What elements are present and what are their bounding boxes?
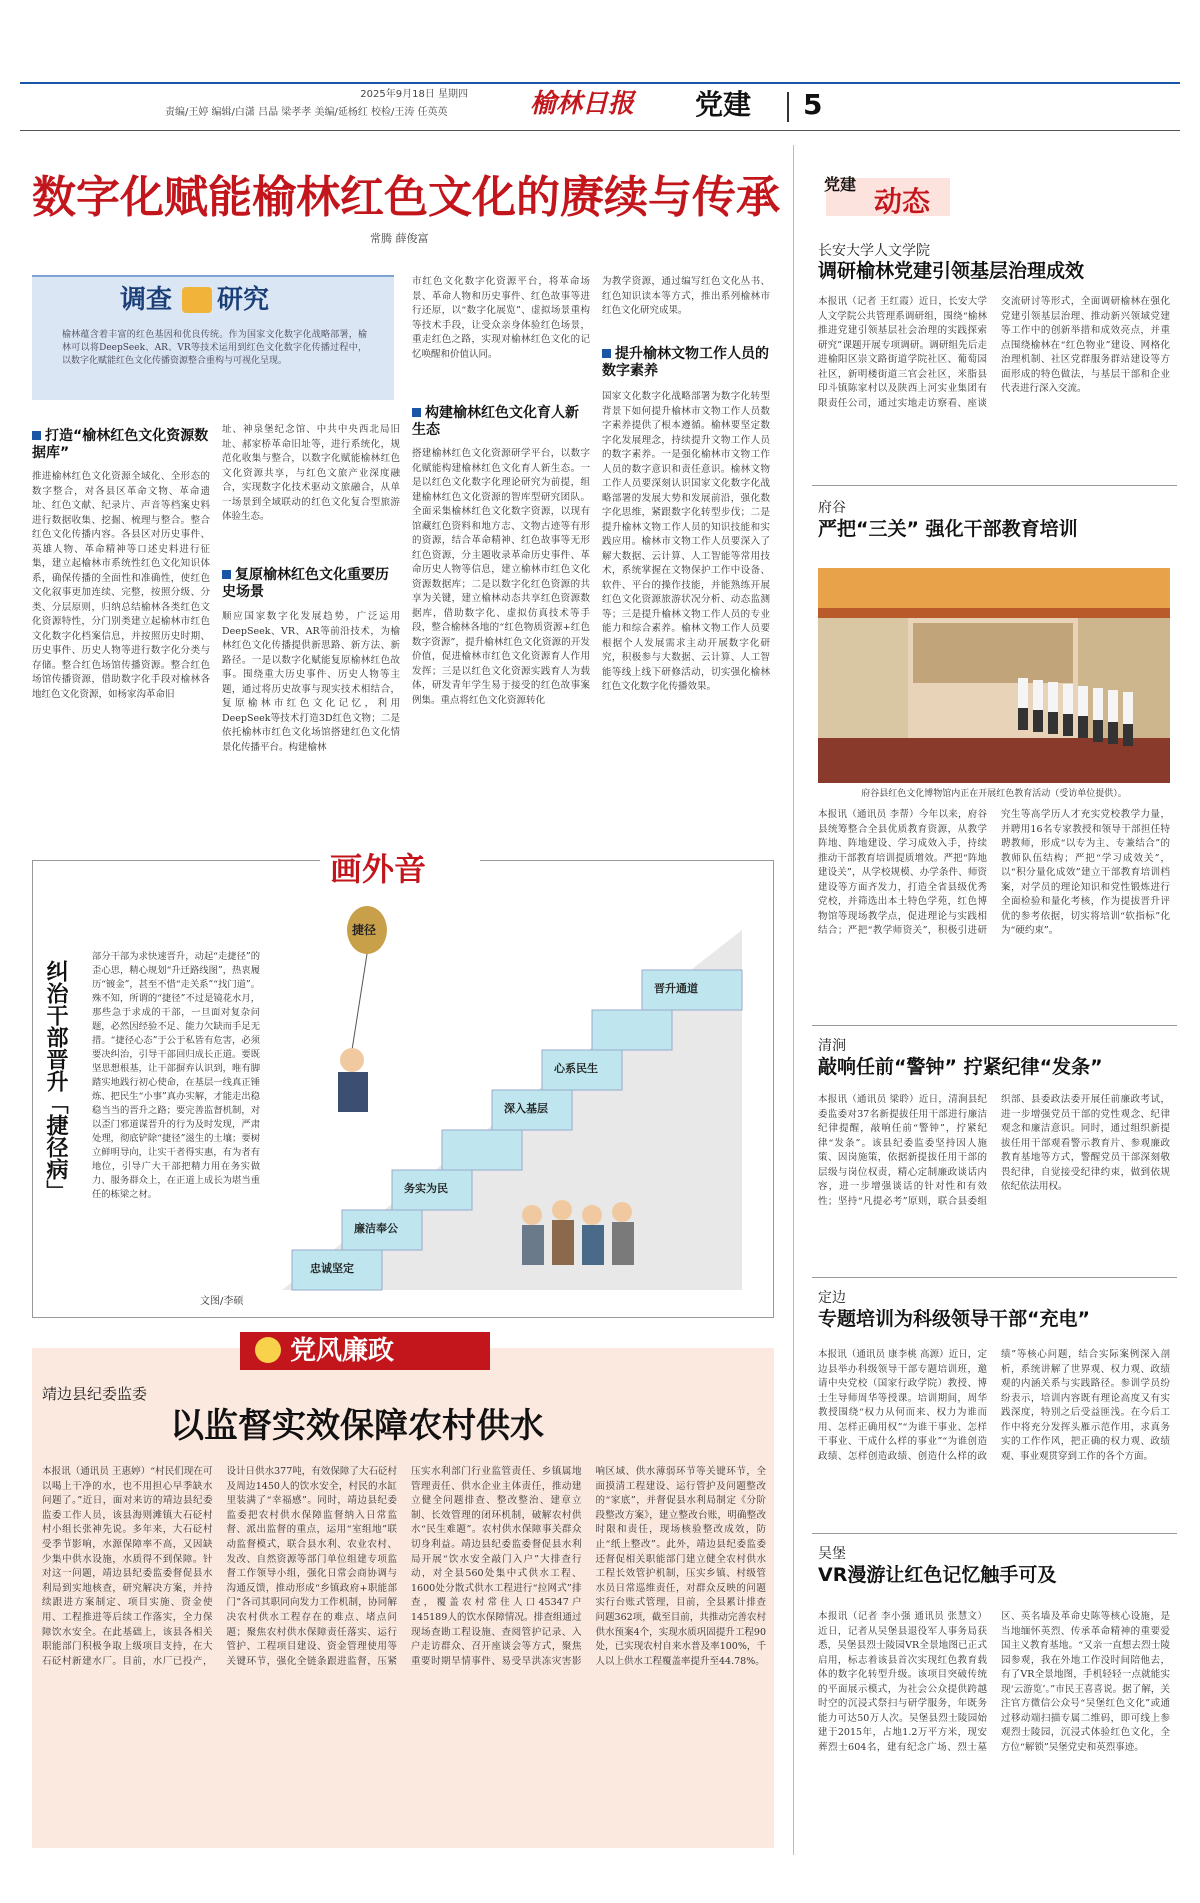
news-place: 长安大学人文学院 xyxy=(818,243,930,259)
section-body-4: 国家文化数字化战略部署为数字化转型背景下如何提升榆林市文物工作人员数字素养提供了根本遵循。榆林要坚定数字化发展理念，持续提升文物工作人员的数字素养。一是强化榆林市文物工作人员的数字意识和责任意识。榆林文物工作人员要深刻认识国家文化数字化战略部署的发展大势和发展前沿，强化数字化思维，紧跟数字化转型步伐；二是提升榆林文物工作人员的知识技能和实践应用。榆林市文物工作人员要深入了解大数据、云计算、人工智能等常用技术，系统掌握在文物保护工作中设备、软件、平台的操作技能，并能熟练开展红色文化资源旅游状况分析、动态监测等；三是提升榆林文物工作人员的专业能力和综合素养。榆林文物工作人员要根据个人发展需求主动开展数字化研究，积极参与大数据、云计算、人工智能等线上线下研修活动，切实强化榆林红色文化数字化传播效果。 xyxy=(602,391,770,692)
section-heading-3: 构建榆林红色文化育人新生态 xyxy=(412,405,579,438)
cartoon-illustration xyxy=(272,900,762,1310)
masthead-bottom-rule xyxy=(20,130,1180,131)
main-byline: 常腾 薛俊富 xyxy=(370,232,429,245)
stair-label: 忠诚坚定 xyxy=(310,1262,354,1275)
intro-paragraph: 榆林蕴含着丰富的红色基因和优良传统。作为国家文化数字化战略部署，榆林可以将DeepSeek、AR、VR等技术运用到红色文化数字化传播过程中，以数字化赋能红色文化传播资源整合重构与可视化呈现。 xyxy=(62,330,367,366)
stair-label: 深入基层 xyxy=(504,1102,548,1115)
section-body-2-cont: 市红色文化数字化资源平台，将革命场景、革命人物和历史事件、红色故事等进行还原，以“数字化展览”、虚拟场景重构等技术手段，让受众亲身体验红色场景，重走红色之路，实现对榆林红色文化的记忆唤醒和价值认同。 xyxy=(412,276,590,360)
balloon-label: 捷径 xyxy=(352,923,377,937)
dynamics-label-b: 动态 xyxy=(874,185,931,218)
cartoon-column-text: 部分干部为求快速晋升，动起“走捷径”的歪心思，精心规划“升迁路线图”，热衷履历“镀金”，甚至不惜“走关系”“找门道”。殊不知，所谓的“捷径”不过是镜花水月，那些急于求成的干部，一旦面对复杂问题，必然因经验不足、能力欠缺而手足无措。“捷径心态”于公于私皆有危害，必须要决纠治，引导干部回归成长正道。要既坚思想根基，让干部摒弃认识到，唯有脚踏实地践行初心使命，在基层一线真正锤炼、把民生“小事”真办实解，才能走出稳稳当当的晋升之路；要完善监督机制，对以歪门邪道谋晋升的行为及时发现，严肃处理，彻底铲除“捷径”滋生的土壤；要树立鲜明导向，让实干者得实惠，有为者有地位，引导广大干部把精力用在务实做力、服务群众上，在正道上成长为堪当重任的栋梁之材。 xyxy=(92,951,260,1200)
news-headline: 专题培训为科级领导干部“充电” xyxy=(818,1308,1090,1330)
integrity-headline: 以监督实效保障农村供水 xyxy=(170,1406,544,1446)
news-place: 吴堡 xyxy=(818,1546,846,1562)
section-body-3-cont: 为教学资源，通过编写红色文化丛书、红色知识读本等方式，推出系列榆林市红色文化研究成果。 xyxy=(602,276,770,316)
news-place: 府谷 xyxy=(818,500,846,516)
research-label-b: 研究 xyxy=(217,285,270,315)
news-body: 本报讯（通讯员 梁聆）近日，清涧县纪委监委对37名新提拔任用干部进行廉洁纪律提醒，敲响任前“警钟”，拧紧纪律“发条”。该县纪委监委坚持因人施策、因岗施策，依据新提拔任用干部的层级与岗位权责，精心定制廉政谈话内容，进一步增强谈话的针对性和有效性；坚持“凡提必考”原则，联合县委组织部、县委政法委开展任前廉政考试，进一步增强党员干部的党性观念、纪律观念和廉洁意识。同时，通过组织新提拔任用干部观看警示教育片、参观廉政教育基地等方式，警醒党员干部深刻敬畏纪律，自觉接受纪律约束，做到依规依纪依法用权。 xyxy=(818,1094,1170,1207)
page-number: 5 xyxy=(803,88,823,121)
photo-caption: 府谷县红色文化博物馆内正在开展红色教育活动（受访单位提供）。 xyxy=(861,789,1127,799)
integrity-label: 党风廉政 xyxy=(290,1336,395,1366)
bullet-square-icon xyxy=(32,431,41,440)
section-body-3: 搭建榆林红色文化资源研学平台，以数字化赋能构建榆林红色文化育人新生态。一是以红色文化数字化理论研究为前提，组建榆林红色文化资源的智库型研究团队。全面采集榆林红色文化数字资源，以现有馆藏红色资料和地方志、文物古迹等有形的资源，结合革命精神、红色故事等无形红色资源，分主题收录革命历史事件、革命历史人物等信息，建立榆林市红色文化资源数据库；二是以数字化红色资源的共享为关键，建立榆林动态共享红色资源数据库，借助数字化、虚拟仿真技术等手段，整合榆林各地的“红色物质资源+红色数字资源”，提升榆林红色文化资源的开发价值，促进榆林市红色文化资源育人作用发挥；三是以红色文化资源实践育人为载体，研发青年学生易于接受的红色故事案例集。重点将红色文化资源转化 xyxy=(412,448,590,706)
integrity-place: 靖边县纪委监委 xyxy=(42,1385,148,1403)
bullet-square-icon xyxy=(602,349,611,358)
news-body: 本报讯（通讯员 李帮）今年以来，府谷县统筹整合全县优质教育资源，从教学阵地、阵地建设、学习成效入手，持续推动干部教育培训提质增效。严把“阵地建设关”，从学校规模、办学条件、师资建设等方面齐发力，打造全省县级优秀党校，并筛选出本土特色学苑，红色博物馆等现场教学点，促进理论与实践相结合；严把“教学师资关”，积极引进研究生等高学历人才充实党校教学力量，并聘用16名专家教授和领导干部担任特聘教师，形成“以专为主、专兼结合”的教师队伍结构；严把“学习成效关”，以“积分量化成效”建立干部教育培训档案，对学员的理论知识和党性锻炼进行全面检验和量化考核，作为提拔晋升评优的参考依据，切实将培训“软指标”化为“硬约束”。 xyxy=(818,809,1170,936)
news-headline: 严把“三关” 强化干部教育培训 xyxy=(818,518,1078,540)
integrity-body: 本报讯（通讯员 王惠婷）“村民们现在可以喝上干净的水，也不用担心早季缺水问题了。”近日，面对来访的靖边县纪委监委工作人员，该县海则滩镇大石砭村村小组长张神先说。多年来，大石砭村受季节影响，水源保障率不高，又因缺少集中供水设施，水质得不到保障。针对这一问题，靖边县纪委监委督促县水利局到实地核查，研究解决方案，并持续跟进方案制定、项目实施、资金使用、工程推进等后续工作落实，全力保障饮水安全。在此基础上，该县各相关职能部门积极争取上级项目支持，在大石砭村新建水厂。目前，水厂已投产，设计日供水377吨，有效保障了大石砭村及周边1450人的饮水安全，村民的水缸里装满了“幸福感”。同时，靖边县纪委监委把农村供水保障监督纳入日常监督、派出监督的重点，运用“室组地”联动监督模式，联合县水利、农业农村、发改、自然资源等部门单位组建专项监督工作领导小组，强化日常会商协调与沟通反馈，推动形成“乡镇政府+职能部门”各司其职同向发力工作机制，协同解决农村供水工程存在的难点、堵点问题；聚焦农村供水保障责任落实、运行管护、工程项目建设、资金管理使用等关键环节，强化全链条跟进监督，压紧压实水利部门行业监管责任、乡镇属地管理责任、供水企业主体责任，推动建立健全问题排查、整改整治、建章立制、长效管理的闭环机制，破解农村供水“民生难题”。农村供水保障事关群众切身利益。靖边县纪委监委督促县水利局开展“饮水安全敲门入户”大排查行动，对全县560处集中式供水工程、1600处分散式供水工程进行“拉网式”排查，覆盖农村常住人口45347户145189人的饮水保障情况。排查组通过现场查勘工程设施、查阅管护记录、入户走访群众、召开座谈会等方式，聚焦重要时期旱情事件、易受旱洪冻灾害影响区域、供水薄弱环节等关键环节，全面摸清工程建设、运行管护及问题整改的“家底”，并督促县水利局制定《分阶段整改方案》，建立整改台账，明确整改时限和责任，现场核验整改成效，防止“纸上整改”。此外，靖边县纪委监委还督促相关职能部门建立健全农村供水工程长效管护机制，压实乡镇、村级管水员日常巡维责任，对群众反映的问题实行台账式管理，目前，全县累计排查问题362项，截至目前，共推动完善农村供水预案4个，实现水质巩固提升工程90处，已实现农村自来水普及率100%，千人以上供水工程覆盖率提升至44.78%。 xyxy=(42,1466,766,1667)
balloon-string xyxy=(352,954,367,1050)
news-body: 本报讯（记者 李小强 通讯员 张慧文）近日，记者从吴堡县退役军人事务局获悉，吴堡县烈士陵园VR全景地图已正式启用，标志着该县首次实现红色教育载体的数字化转型升级。该项目突破传统的平面展示模式，为社会公众提供跨越时空的沉浸式祭扫与研学服务，年既务能力可达50万人次。吴堡县烈士陵园始建于2015年，占地1.2万平方米，现安葬烈士604名，建有纪念广场、烈士墓区、英名墙及革命史陈等核心设施，是当地缅怀英烈、传承革命精神的重要爱国主义教育基地。“又亲一直想去烈士陵园参观，我在外地工作没时间陪他去，有了VR全景地图，手机轻轻一点就能实现‘云游览’。”市民王喜喜说。据了解，关注官方微信公众号“吴堡红色文化”或通过移动端扫描专属二维码，即可线上参观烈士陵园，沉浸式体验红色文化，全方位“解锁”吴堡党史和英烈事迹。 xyxy=(818,1611,1170,1753)
main-headline: 数字化赋能榆林红色文化的赓续与传承 xyxy=(32,172,780,223)
paper-logo: 榆林日报 xyxy=(530,89,635,119)
news-separator xyxy=(812,1533,1177,1534)
news-separator xyxy=(812,1025,1177,1026)
magnifier-icon xyxy=(182,287,212,313)
news-photo xyxy=(818,568,1170,783)
news-headline: VR漫游让红色记忆触手可及 xyxy=(818,1564,1057,1586)
section-body-1: 推进榆林红色文化资源全域化、全形态的数字整合，对各县区革命文物、革命遗址、红色文献、纪录片、声音等档案史料进行数据收集、挖掘、梳理与整合。整合红色文化传播内容。各县区对历史事件、英雄人物、革命精神等口述史料进行征集，建立起榆林市系统性红色文化知识体系，确保传播的全面性和准确性，使红色文化叙事更加连续、完整，按照分级、分类、分层原则，归纳总结榆林各类红色文化资源特性，分门别类建立起榆林市红色文化数字化档案信息，并按照历史时期、历史事件、历史人物等进行数字化分类与存储。整合红色场馆传播资源。整合红色场馆传播资源，借助数字化手段对榆林各地红色文化资源，如杨家沟革命旧 xyxy=(32,471,210,700)
news-body: 本报讯（记者 王红霞）近日，长安大学人文学院公共管理系调研组，围绕“榆林推进党建引领基层社会治理的实践探索研究”课题开展专项调研。调研组先后走进榆阳区崇文路街道学院社区、葡萄园社区，新明楼街道三官会社区，米脂县印斗镇陈家村以及陕西上河实业集团有限责任公司，通过实地走访察看、座谈交流研讨等形式，全面调研榆林在强化党建引领基层治理、推动新兴领域党建等工作中的创新举措和成效亮点，并重点围绕榆林在“红色物业”建设、网格化治理机制、社区党群服务群站建设等方面形成的特色做法，与基层干部和企业代表进行深入交流。 xyxy=(818,296,1170,409)
cartoon-column-title: 纠治干部晋升「捷径病」 xyxy=(43,960,68,1202)
bullet-square-icon xyxy=(222,570,231,579)
news-headline: 敲响任前“警钟” 拧紧纪律“发条” xyxy=(818,1056,1103,1078)
stair-label: 晋升通道 xyxy=(654,982,698,995)
masthead-divider xyxy=(787,92,789,122)
news-separator xyxy=(812,1277,1177,1278)
research-intro-box xyxy=(32,275,394,400)
news-separator xyxy=(812,485,1177,486)
cartoon-author: 文图/李硕 xyxy=(200,1296,244,1307)
official-figure-body xyxy=(338,1072,368,1112)
section-heading-4: 提升榆林文物工作人员的数字素养 xyxy=(602,346,769,379)
cartoon-column-label: 画外音 xyxy=(330,850,427,888)
section-heading-1: 打造“榆林红色文化资源数据库” xyxy=(32,428,209,461)
official-figure-head xyxy=(340,1048,364,1072)
research-label-a: 调查 xyxy=(120,285,173,315)
top-rule xyxy=(20,82,1180,84)
editor-credits: 责编/王婷 编辑/白潇 吕晶 梁孝孝 美编/延杨红 校检/王涛 任英英 xyxy=(165,107,448,118)
stair-label: 务实为民 xyxy=(404,1182,448,1195)
section-name: 党建 xyxy=(695,88,752,121)
news-place: 清涧 xyxy=(818,1038,846,1054)
section-body-2: 顺应国家数字化发展趋势，广泛运用DeepSeek、VR、AR等前沿技术，为榆林红色文化传播提供新思路、新方法、新路径。一是以数字化赋能复原榆林红色故事。围绕重大历史事件、历史人物等主题，通过将历史故事与现实技术相结合，复原榆林市红色文化记忆，利用DeepSeek等技术打造3D红色文物；二是依托榆林市红色文化场馆搭建红色文化情景化传播平台。构建榆林 xyxy=(222,611,400,753)
news-body: 本报讯（通讯员 康李桃 高源）近日，定边县举办科级领导干部专题培训班，邀请中央党校（国家行政学院）教授、博士生导师周华等授课。培训期间，周华教授围绕“权力从何而来、权力为谁而用、怎样正确用权”“为谁干事业、怎样干事业、干成什么样的事业”“为谁创造政绩、怎样创造政绩、创造什么样的政绩”等核心问题，结合实际案例深入剖析，系统讲解了世界观、权力观、政绩观的内涵关系与实践路径。参训学员纷纷表示，培训内容既有理论高度又有实践深度，特别之后受益匪浅。在今后工作中将充分发挥头雁示范作用，求真务实的工作作风，把正确的权力观、政绩观、事业观贯穿到工作的各个方面。 xyxy=(818,1349,1170,1462)
section-body-1-cont: 址、神泉堡纪念馆、中共中央西北局旧址、郝家桥革命旧址等，进行系统化，规范化收集与整合，以数字化赋能榆林红色文化资源共享，与红色文旅产业深度融合，实现数字化技术驱动文旅融合，从单一场景到全域联动的红色文化复合型旅游体验生态。 xyxy=(222,424,400,522)
party-emblem-icon xyxy=(255,1337,281,1363)
column-divider xyxy=(793,145,794,1855)
news-headline: 调研榆林党建引领基层治理成效 xyxy=(818,260,1085,282)
stair-label: 心系民生 xyxy=(554,1062,598,1075)
news-place: 定边 xyxy=(818,1290,846,1306)
issue-date: 2025年9月18日 星期四 xyxy=(360,89,468,100)
section-heading-2: 复原榆林红色文化重要历史场景 xyxy=(222,567,389,600)
dynamics-label-a: 党建 xyxy=(824,175,857,194)
stair-label: 廉洁奉公 xyxy=(354,1222,398,1235)
bullet-square-icon xyxy=(412,408,421,417)
